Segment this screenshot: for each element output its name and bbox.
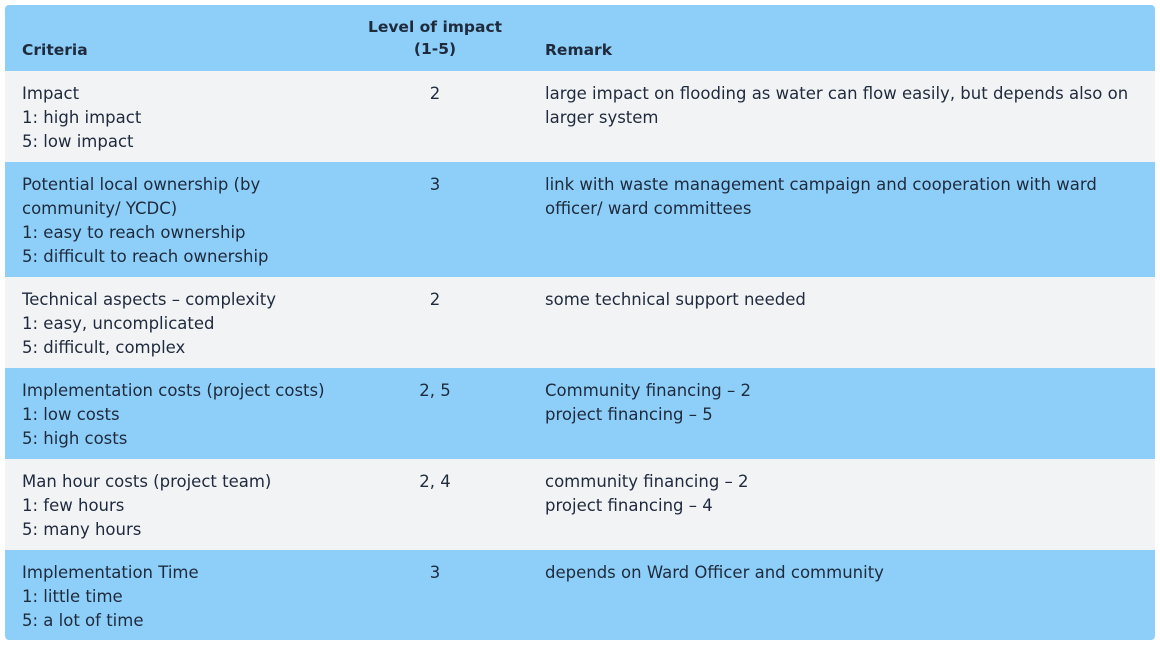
- header-level-line1: Level of impact: [367, 18, 503, 36]
- remark-cell: [545, 173, 1155, 277]
- criteria-cell: [5, 288, 325, 368]
- header-criteria: [5, 5, 325, 71]
- table-row: [5, 162, 1155, 277]
- criteria-cell: [5, 470, 325, 550]
- criteria-line: Man hour costs (project team): [22, 472, 272, 491]
- remark-cell: [545, 288, 1155, 368]
- header-level: [325, 5, 545, 71]
- header-level-line2: (1-5): [413, 40, 457, 58]
- criteria-line: Potential local ownership (by: [22, 175, 261, 194]
- criteria-line: 5: difficult to reach ownership: [22, 247, 269, 266]
- level-cell: [325, 379, 545, 459]
- criteria-line: community/ YCDC): [22, 199, 178, 218]
- table-row: [5, 277, 1155, 368]
- remark-line: larger system: [545, 108, 659, 127]
- remark-cell: [545, 561, 1155, 640]
- criteria-line: 5: difficult, complex: [22, 338, 186, 357]
- remark-line: large impact on flooding as water can flow easily, but depends also on: [545, 84, 1129, 103]
- criteria-cell: [5, 561, 325, 640]
- criteria-line: Impact: [22, 84, 80, 103]
- criteria-line: 1: low costs: [22, 405, 120, 424]
- level-value: 3: [429, 175, 441, 194]
- remark-line: link with waste management campaign and cooperation with ward: [545, 175, 1097, 194]
- level-cell: [325, 82, 545, 162]
- criteria-line: 5: high costs: [22, 429, 128, 448]
- header-criteria-label: Criteria: [22, 41, 88, 59]
- level-value: 2, 4: [419, 472, 451, 491]
- criteria-line: 1: few hours: [22, 496, 125, 515]
- criteria-line: 1: little time: [22, 587, 123, 606]
- level-value: 2, 5: [419, 381, 451, 400]
- remark-line: project financing – 4: [545, 496, 713, 515]
- level-cell: [325, 288, 545, 368]
- remark-cell: [545, 470, 1155, 550]
- criteria-cell: [5, 379, 325, 459]
- criteria-line: Implementation Time: [22, 563, 199, 582]
- remark-line: officer/ ward committees: [545, 199, 752, 218]
- table-header: [5, 5, 1155, 71]
- criteria-line: Implementation costs (project costs): [22, 381, 325, 400]
- table-row: [5, 71, 1155, 162]
- criteria-line: 1: high impact: [22, 108, 142, 127]
- level-cell: [325, 561, 545, 640]
- remark-line: community financing – 2: [545, 472, 749, 491]
- criteria-line: Technical aspects – complexity: [22, 290, 276, 309]
- level-cell: [325, 173, 545, 277]
- level-value: 3: [429, 563, 441, 582]
- criteria-line: 5: a lot of time: [22, 611, 144, 630]
- level-value: 2: [429, 84, 441, 103]
- criteria-line: 5: low impact: [22, 132, 134, 151]
- remark-cell: [545, 82, 1155, 162]
- remark-cell: [545, 379, 1155, 459]
- remark-line: project financing – 5: [545, 405, 713, 424]
- remark-line: some technical support needed: [545, 290, 806, 309]
- level-value: 2: [429, 290, 441, 309]
- remark-line: depends on Ward Officer and community: [545, 563, 884, 582]
- impact-criteria-table: [5, 5, 1155, 640]
- criteria-line: 1: easy, uncomplicated: [22, 314, 215, 333]
- header-remark-label: Remark: [545, 41, 613, 59]
- criteria-line: 1: easy to reach ownership: [22, 223, 246, 242]
- level-cell: [325, 470, 545, 550]
- criteria-cell: [5, 82, 325, 162]
- table-row: [5, 550, 1155, 640]
- remark-line: Community financing – 2: [545, 381, 751, 400]
- table-row: [5, 368, 1155, 459]
- criteria-line: 5: many hours: [22, 520, 142, 539]
- table-row: [5, 459, 1155, 550]
- header-remark: [545, 5, 1155, 71]
- criteria-cell: [5, 173, 325, 277]
